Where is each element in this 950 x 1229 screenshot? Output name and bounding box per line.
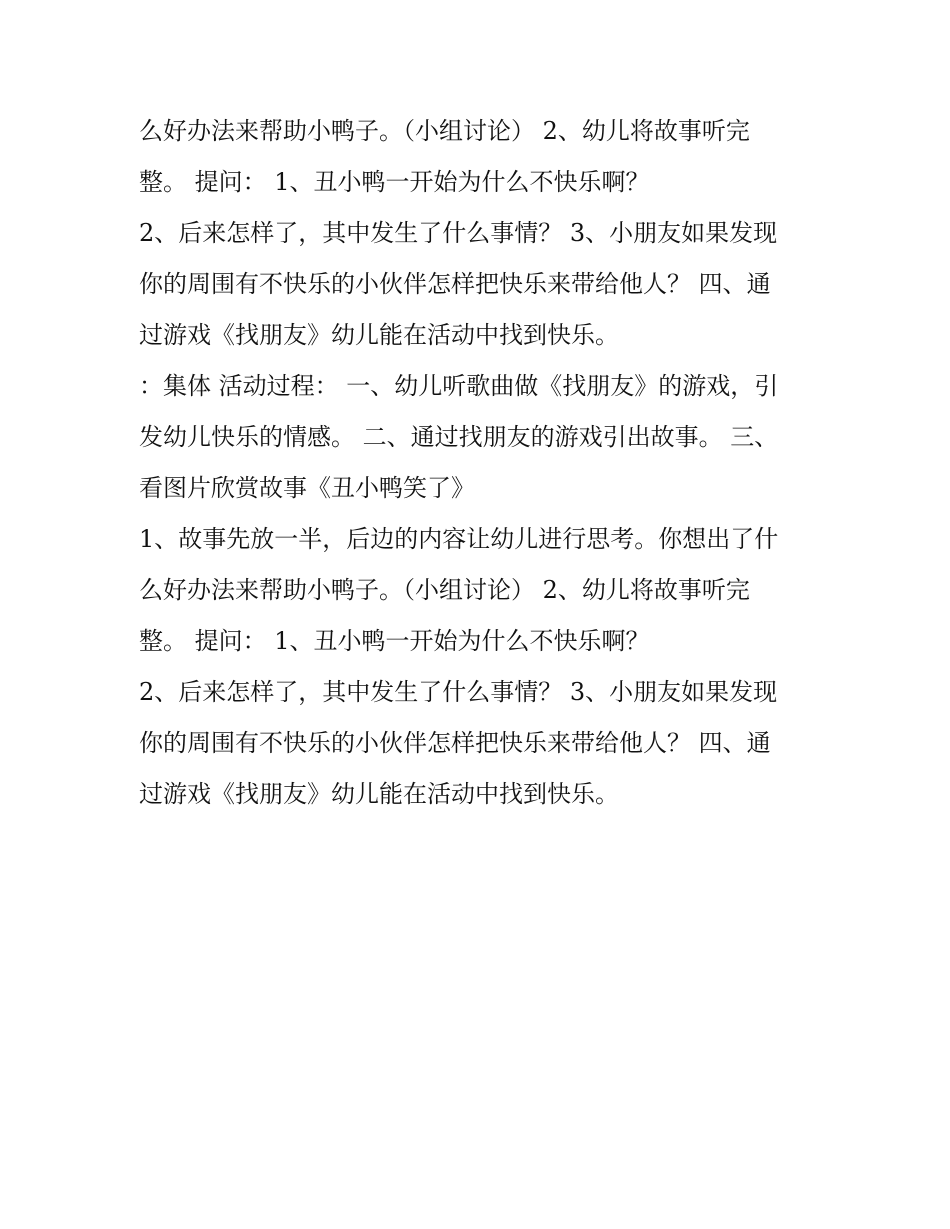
text-line-5: 过游戏《找朋友》幼儿能在活动中找到快乐。 bbox=[139, 321, 619, 349]
text-line-7: 发幼儿快乐的情感。 二、通过找朋友的游戏引出故事。 三、 bbox=[139, 423, 779, 451]
text-line-12: 2、后来怎样了，其中发生了什么事情？ 3、小朋友如果发现 bbox=[139, 678, 778, 706]
text-line-6: ：集体 活动过程： 一、幼儿听歌曲做《找朋友》的游戏，引 bbox=[139, 372, 779, 400]
body-text bbox=[139, 106, 819, 820]
text-line-1: 么好办法来帮助小鸭子。（小组讨论） 2、幼儿将故事听完 bbox=[139, 117, 750, 145]
text-line-8: 看图片欣赏故事《丑小鸭笑了》 bbox=[139, 474, 475, 502]
text-line-14: 过游戏《找朋友》幼儿能在活动中找到快乐。 bbox=[139, 780, 619, 808]
text-line-4: 你的周围有不快乐的小伙伴怎样把快乐来带给他人？ 四、通 bbox=[139, 270, 771, 298]
text-line-13: 你的周围有不快乐的小伙伴怎样把快乐来带给他人？ 四、通 bbox=[139, 729, 771, 757]
text-line-11: 整。 提问： 1、丑小鸭一开始为什么不快乐啊？ bbox=[139, 627, 650, 655]
text-line-9: 1、故事先放一半，后边的内容让幼儿进行思考。你想出了什 bbox=[139, 525, 779, 553]
text-line-2: 整。 提问： 1、丑小鸭一开始为什么不快乐啊？ bbox=[139, 168, 650, 196]
text-line-3: 2、后来怎样了，其中发生了什么事情？ 3、小朋友如果发现 bbox=[139, 219, 778, 247]
text-line-10: 么好办法来帮助小鸭子。（小组讨论） 2、幼儿将故事听完 bbox=[139, 576, 750, 604]
